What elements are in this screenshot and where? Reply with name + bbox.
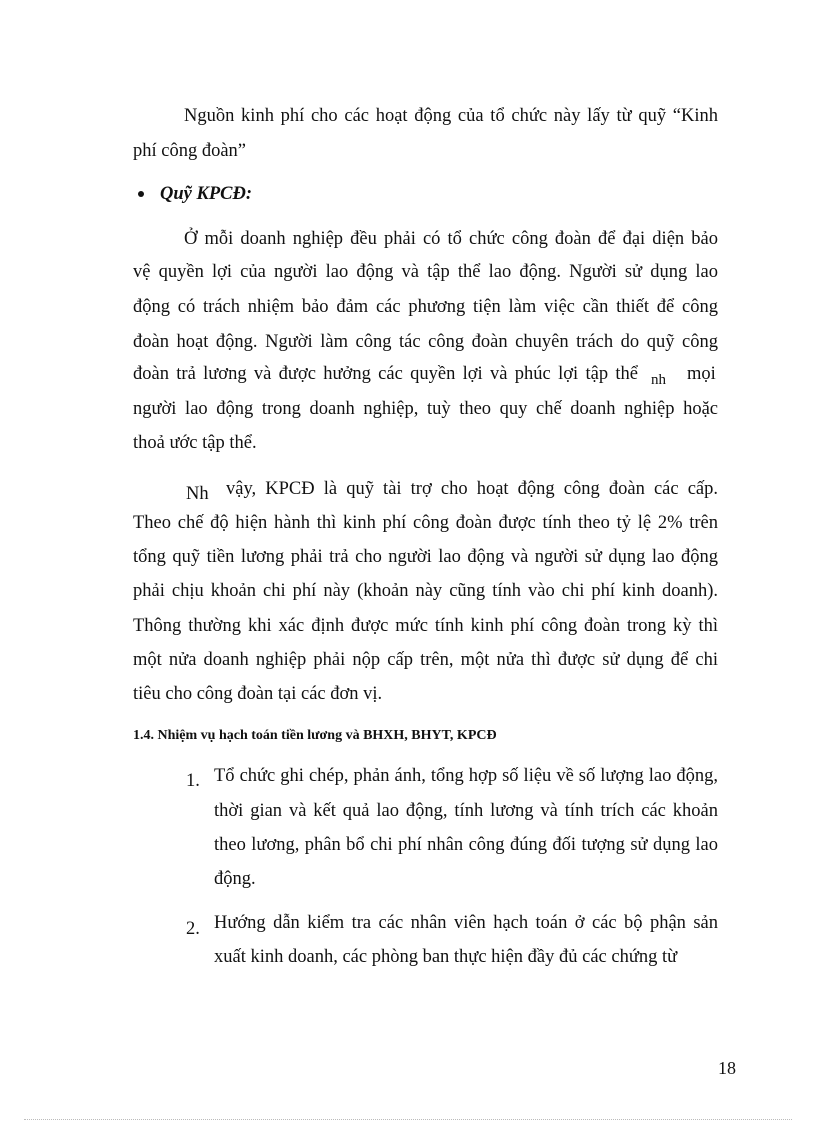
intro-line-1: Nguồn kinh phí cho các hoạt động của tổ chức này lấy từ quỹ “Kinh: [184, 106, 718, 126]
para2-line-6: một nửa doanh nghiệp phải nộp cấp trên, một nửa thì được sử dụng để chi: [133, 650, 718, 670]
para2-line-4: phải chịu khoản chi phí này (khoản này cũng tính vào chi phí kinh doanh).: [133, 581, 718, 601]
list-item-2-line-2: xuất kinh doanh, các phòng ban thực hiện đầy đủ các chứng từ: [214, 947, 678, 967]
list-item-2-number: 2.: [186, 919, 200, 939]
para1-line-5-fragment: nh: [651, 372, 666, 388]
list-item-1-number: 1.: [186, 771, 200, 791]
para2-line-1-fragment: Nh: [186, 484, 209, 504]
para1-line-5-end: mọi: [687, 364, 716, 384]
list-item-2-line-1: Hướng dẫn kiểm tra các nhân viên hạch toán ở các bộ phận sản: [214, 913, 718, 933]
para2-line-1: vậy, KPCĐ là quỹ tài trợ cho hoạt động công đoàn các cấp.: [226, 479, 718, 499]
intro-line-2: phí công đoàn”: [133, 141, 247, 161]
para2-line-3: tổng quỹ tiền lương phải trả cho người lao động và người sử dụng lao động: [133, 547, 718, 567]
para1-line-4: đoàn hoạt động. Người làm công tác công đoàn chuyên trách do quỹ công: [133, 332, 718, 352]
para2-line-7: tiêu cho công đoàn tại các đơn vị.: [133, 684, 383, 704]
para2-line-2: Theo chế độ hiện hành thì kinh phí công đoàn được tính theo tỷ lệ 2% trên: [133, 513, 718, 533]
list-item-1-line-2: thời gian và kết quả lao động, tính lương và tính trích các khoản: [214, 801, 718, 821]
section-heading: 1.4. Nhiệm vụ hạch toán tiền lương và BHXH, BHYT, KPCĐ: [133, 728, 497, 743]
list-item-1-line-1: Tổ chức ghi chép, phản ánh, tổng hợp số liệu về số lượng lao động,: [214, 766, 718, 786]
bullet-label: Quỹ KPCĐ:: [160, 184, 252, 204]
para1-line-7: thoả ước tập thể.: [133, 433, 257, 453]
list-item-1-line-3: theo lương, phân bổ chi phí nhân công đúng đối tượng sử dụng lao: [214, 835, 718, 855]
para1-line-2: vệ quyền lợi của người lao động và tập thể lao động. Người sử dụng lao: [133, 262, 718, 282]
para1-line-6: người lao động trong doanh nghiệp, tuỳ theo quy chế doanh nghiệp hoặc: [133, 399, 718, 419]
para1-line-3: động có trách nhiệm bảo đảm các phương tiện làm việc cần thiết để công: [133, 297, 718, 317]
page-number: 18: [718, 1058, 736, 1078]
para2-line-5: Thông thường khi xác định được mức tính kinh phí công đoàn trong kỳ thì: [133, 616, 718, 636]
para1-line-5: đoàn trả lương và được hưởng các quyền lợi và phúc lợi tập thể: [133, 364, 638, 384]
list-item-1-line-4: động.: [214, 869, 256, 889]
footer-divider: [24, 1119, 792, 1120]
bullet-icon: [138, 191, 144, 197]
para1-line-1: Ở mỗi doanh nghiệp đều phải có tổ chức công đoàn để đại diện bảo: [184, 229, 718, 249]
